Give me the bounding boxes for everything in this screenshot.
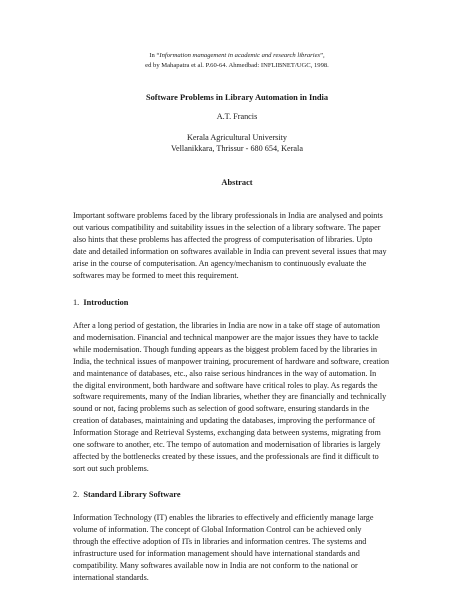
abstract-line: out various compatibility and suitability issues in the selection of a library software. The paper <box>73 222 381 232</box>
body-line: Information Technology (IT) enables the libraries to effectively and efficiently manage large <box>73 513 374 522</box>
abstract-heading: Abstract <box>221 178 253 187</box>
paper-title: Software Problems in Library Automation in India <box>145 93 329 102</box>
affiliation-line-2: Vellanikkara, Thrissur - 680 654, Kerala <box>171 144 303 153</box>
citation-line-1 <box>0 51 474 60</box>
body-line: one software to another, etc. The tempo of automation and modernisation of libraries is largely <box>73 440 381 450</box>
body-line: affected by the bottlenecks created by these issues, and the professionals are find it difficult to <box>73 451 379 461</box>
body-line: sort out such problems. <box>73 463 149 473</box>
section-1-heading <box>73 297 128 308</box>
body-line: India, the technical issues of manpower training, procurement of hardware and software, creation <box>73 356 390 366</box>
abstract-line: date and detailed information on softwares available in India can prevent several issues that may <box>73 246 387 256</box>
body-line: international standards. <box>73 572 149 582</box>
body-line: Information Storage and Retrieval Systems, exchanging data between systems, migrating from <box>73 428 381 438</box>
abstract-line: arise in the course of computerisation. An agency/mechanism to continuously evaluate the <box>73 258 367 268</box>
body-line: software requirements, many of the Indian libraries, whether they are financially and technically <box>73 392 387 402</box>
citation-book-title: Information management in academic and research libraries <box>159 52 321 59</box>
affiliation-line-1: Kerala Agricultural University <box>186 133 288 142</box>
body-line: compatibility. Many softwares available now in India are not conform to the national or <box>73 560 358 570</box>
citation-suffix: ”, <box>320 52 325 59</box>
section-number: 2. <box>73 490 80 499</box>
section-title: Introduction <box>83 298 129 307</box>
section-1-body <box>73 320 413 475</box>
body-line: volume of information. The concept of Global Information Control can be achieved only <box>73 524 362 534</box>
body-line: sound or not, facing problems such as selection of good software, ensuring standards in the <box>73 404 370 414</box>
abstract-body <box>73 210 413 281</box>
body-line: infrastructure used for information management should have international standards and <box>73 548 360 558</box>
abstract-line: softwares may be formed to meet this requirement. <box>73 270 239 280</box>
section-title: Standard Library Software <box>83 490 181 499</box>
author-name: A.T. Francis <box>216 112 258 121</box>
body-line: the digital environment, both hardware and software have critical roles to play. As regards the <box>73 380 378 390</box>
section-2-heading <box>73 489 181 500</box>
abstract-line: also hints that these problems has affected the progress of computerisation of libraries. Upto <box>73 234 373 244</box>
body-line: through the effective adoption of ITs in libraries and information centres. The systems and <box>73 536 367 546</box>
citation-prefix: In “ <box>149 52 160 59</box>
section-2-body <box>73 512 413 583</box>
abstract-line: Important software problems faced by the library professionals in India are analysed and points <box>73 211 383 220</box>
body-line: After a long period of gestation, the libraries in India are now in a take off stage of automation <box>73 321 380 330</box>
body-line: and maintenance of databases, etc., also raise serious hindrances in the way of automation. In <box>73 368 377 378</box>
citation-line-2: ed by Mahapatra et al. P.60-64. Ahmedbad: INFLIBNET/UGC, 1998. <box>145 62 329 69</box>
body-line: creation of databases, maintaining and updating the databases, improving the performance of <box>73 416 376 426</box>
body-line: while modernisation. Though funding appears as the biggest problem faced by the libraries in <box>73 344 378 354</box>
section-number: 1. <box>73 298 80 307</box>
body-line: and modernisation. Financial and technical manpower are the major issues they have to tackle <box>73 332 379 342</box>
